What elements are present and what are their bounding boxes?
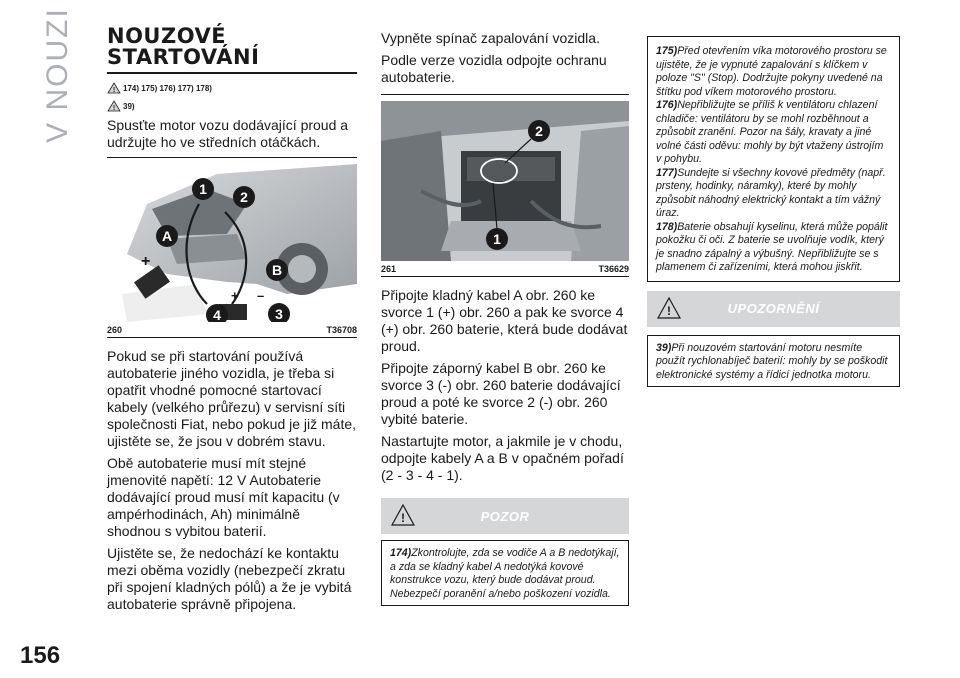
- svg-text:A: A: [161, 228, 173, 244]
- banner-title: UPOZORNĚNÍ: [727, 301, 820, 316]
- note-item: 176)Nepřibližujte se příliš k ventilátoru chlazení chladiče: ventilátoru by se mohl rozběhnout a způsobit zranění. Pozor na šály, kravaty a jiné volné části oděvu: mohly by být vtaženy ústrojím v pohybu.: [656, 99, 884, 165]
- section-title: NOUZOVÉ STARTOVÁNÍ: [107, 24, 260, 69]
- paragraph: Ujistěte se, že nedochází ke kontaktu mezi oběma vozidly (nebezpečí zkratu při spojení kladných pólů) a že je vybitá autobaterie správně připojena.: [107, 545, 352, 612]
- plus-label: +: [141, 253, 151, 270]
- minus-label: –: [257, 288, 265, 303]
- plus-label-2: +: [231, 288, 239, 303]
- svg-text:!: !: [401, 511, 405, 525]
- svg-text:4: 4: [213, 307, 221, 322]
- caution-triangle-icon: [657, 297, 681, 319]
- callout-1: [192, 178, 214, 200]
- figure-261: [381, 94, 629, 261]
- caution-refs: ! 39): [107, 99, 357, 113]
- paragraph: Připojte záporný kabel B obr. 260 ke svorce 3 (-) obr. 260 baterie dodávající proud a poté ke svorce 2 (-) obr. 260 vybité baterie.: [381, 360, 621, 427]
- jump-start-illustration: [107, 164, 357, 322]
- svg-text:!: !: [112, 87, 116, 94]
- svg-text:2: 2: [535, 123, 543, 139]
- paragraph: Připojte kladný kabel A obr. 260 ke svorce 1 (+) obr. 260 a pak ke svorce 4 (+) obr. 260 baterie, která bude dodávat proud.: [381, 287, 628, 354]
- svg-text:3: 3: [275, 306, 283, 322]
- paragraph: Pokud se při startování používá autobaterie jiného vozidla, je třeba si opatřit vhodné pomocné startovací kabely (velkého průřezu) v servisní síti společnosti Fiat, nebo pokud je již máte, ujistěte se, že jsou v dobrém stavu.: [107, 348, 357, 449]
- svg-text:!: !: [112, 105, 116, 112]
- figure-260: [107, 157, 357, 322]
- paragraph: Obě autobaterie musí mít stejné jmenovité napětí: 12 V Autobaterie dodávající proud musí mít kapacitu (v ampérhodinách, Ah) minimálně shodnou s vybitou baterií.: [107, 455, 340, 539]
- svg-text:2: 2: [240, 189, 248, 205]
- warning-note: 174)Zkontrolujte, zda se vodiče A a B nedotýkají, a zda se kladný kabel A nedotýká kovové konstrukce vozu, který bude dodávat proud. Nebezpečí poranění a/nebo poškození vozidla.: [381, 540, 629, 606]
- banner-title: POZOR: [480, 508, 530, 524]
- caution-banner: [647, 291, 900, 327]
- svg-text:!: !: [667, 303, 671, 318]
- paragraph: Podle verze vozidla odpojte ochranu autobaterie.: [381, 52, 607, 85]
- warning-triangle-icon: [391, 504, 415, 526]
- section-tab: V NOUZI: [41, 7, 74, 143]
- callout-A: [156, 225, 178, 247]
- column-2: [381, 30, 629, 606]
- svg-text:1: 1: [493, 231, 501, 247]
- column-3: [647, 36, 900, 387]
- warning-notes-box: [647, 36, 900, 282]
- figure-caption-260: 260 T36708: [107, 322, 357, 338]
- page-number: 156: [20, 642, 61, 669]
- paragraph: Vypněte spínač zapalování vozidla.: [381, 30, 600, 46]
- caution-triangle-icon: [107, 100, 121, 112]
- note-item: 178)Baterie obsahují kyselinu, která může popálit pokožku či oči. Z baterie se uvolňuje vodík, který je snadno zápalný a výbušný. Nepřibližujte se s plamenem či zařízeními, která mohou jiskřit.: [656, 220, 888, 273]
- callout-1: [486, 228, 508, 250]
- caution-note: 39)Při nouzovém startování motoru nesmíte použít rychlonabíječ baterií: mohly by se poškodit elektronické systémy a řídicí jednotka motoru.: [647, 335, 900, 388]
- battery-illustration: [381, 101, 629, 261]
- svg-text:1: 1: [199, 181, 207, 197]
- warning-banner: [381, 498, 629, 534]
- column-2-body: [381, 287, 629, 484]
- intro-text: Spusťte motor vozu dodávající proud a udržujte ho ve středních otáčkách.: [107, 117, 349, 150]
- figure-caption-261: 261 T36629: [381, 261, 629, 277]
- column-1: [107, 26, 357, 618]
- paragraph: Nastartujte motor, a jakmile je v chodu, odpojte kabely A a B v opačném pořadí (2 - 3 - 4 - 1).: [381, 433, 624, 483]
- callout-2: [233, 186, 255, 208]
- note-item: 177)Sundejte si všechny kovové předměty (např. prsteny, hodinky, náramky), které by mohly způsobit náhodný elektrický kontakt a tím vážný úraz.: [656, 166, 886, 219]
- callout-2: [528, 120, 550, 142]
- warning-refs: ! 174) 175) 176) 177) 178): [107, 81, 357, 95]
- title-rule: [107, 72, 357, 74]
- svg-text:B: B: [271, 262, 283, 278]
- callout-B: [266, 259, 288, 281]
- note-item: 175)Před otevřením víka motorového prostoru se ujistěte, že je vypnuté zapalování s klíčkem v poloze "S" (Stop). Dodržujte pokyny uvedené na štítku pod víkem motorového prostoru.: [656, 45, 887, 98]
- column-1-body: [107, 348, 357, 613]
- warning-triangle-icon: [107, 82, 121, 94]
